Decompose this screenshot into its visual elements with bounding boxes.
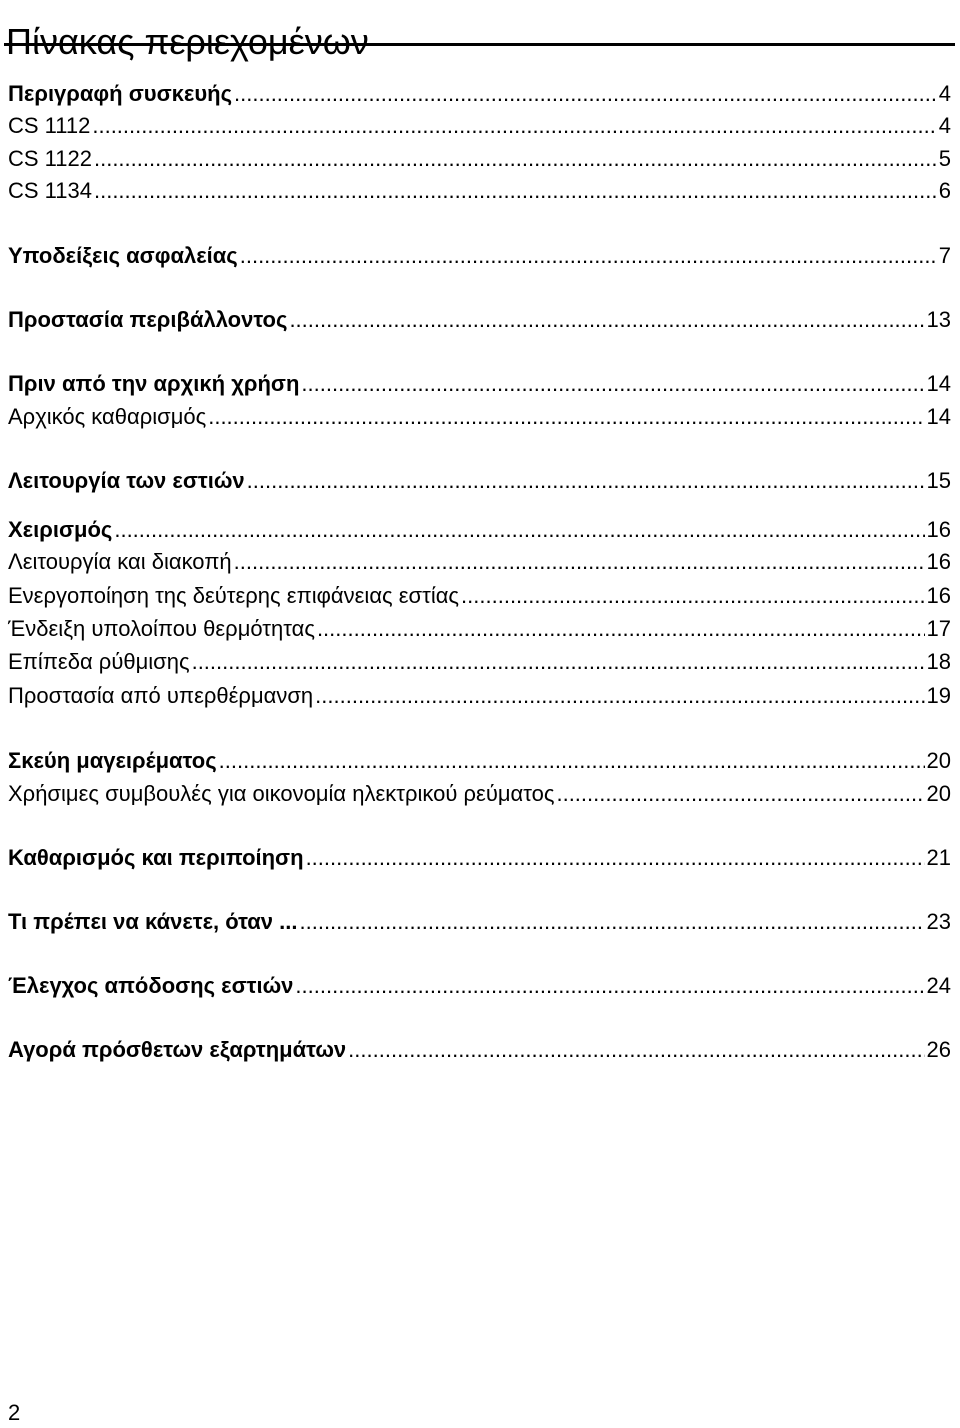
- toc-entry[interactable]: [8, 110, 951, 142]
- toc-dot-leader: [234, 78, 937, 110]
- toc-entry-label: Επίπεδα ρύθμισης: [8, 649, 190, 674]
- toc-dot-leader: [317, 613, 925, 645]
- toc-dot-leader: [240, 240, 937, 272]
- toc-entry-label: Αρχικός καθαρισμός: [8, 404, 207, 429]
- toc-entry-page: 14: [926, 404, 951, 429]
- toc-entry[interactable]: [8, 465, 951, 497]
- toc-entry-label: Προστασία από υπερθέρμανση: [8, 683, 314, 708]
- title-divider: [4, 43, 955, 46]
- toc-entry-page: 15: [926, 468, 951, 493]
- toc-dot-leader: [556, 778, 924, 810]
- toc-entry[interactable]: [8, 580, 951, 612]
- toc-dot-leader: [300, 906, 925, 938]
- toc-dot-leader: [461, 580, 924, 612]
- toc-entry-page: 20: [926, 748, 951, 773]
- toc-dot-leader: [295, 970, 924, 1002]
- toc-entry-page: 5: [938, 146, 951, 171]
- toc-entry-label: Πριν από την αρχική χρήση: [8, 371, 300, 396]
- toc-entry-label: Σκεύη μαγειρέματος: [8, 748, 217, 773]
- toc-entry[interactable]: [8, 745, 951, 777]
- toc-entry[interactable]: [8, 970, 951, 1002]
- toc-dot-leader: [301, 368, 924, 400]
- toc-entry[interactable]: [8, 546, 951, 578]
- toc-entry-label: Λειτουργία των εστιών: [8, 468, 245, 493]
- toc-dot-leader: [208, 401, 924, 433]
- toc-entry-label: Υποδείξεις ασφαλείας: [8, 243, 238, 268]
- toc-entry[interactable]: [8, 1034, 951, 1066]
- toc-entry-page: 23: [926, 909, 951, 934]
- toc-entry-label: CS 1112: [8, 113, 91, 138]
- toc-entry-label: Χειρισμός: [8, 517, 113, 542]
- toc-entry-page: 17: [926, 616, 951, 641]
- toc-entry[interactable]: [8, 175, 951, 207]
- toc-entry-label: Ενεργοποίηση της δεύτερης επιφάνειας εστίας: [8, 583, 460, 608]
- toc-entry-page: 20: [926, 781, 951, 806]
- toc-entry[interactable]: [8, 143, 951, 175]
- toc-entry-page: 18: [926, 649, 951, 674]
- toc-entry-page: 21: [926, 845, 951, 870]
- page-title: Πίνακας περιεχομένων: [6, 21, 369, 63]
- toc-dot-leader: [94, 143, 937, 175]
- toc-entry-page: 14: [926, 371, 951, 396]
- toc-entry-label: Προστασία περιβάλλοντος: [8, 307, 288, 332]
- toc-dot-leader: [92, 110, 936, 142]
- toc-entry-page: 7: [938, 243, 951, 268]
- toc-entry-page: 16: [926, 549, 951, 574]
- toc-entry[interactable]: [8, 78, 951, 110]
- toc-entry-page: 26: [926, 1037, 951, 1062]
- toc-dot-leader: [234, 546, 925, 578]
- toc-entry[interactable]: [8, 304, 951, 336]
- toc-entry-label: Τι πρέπει να κάνετε, όταν ...: [8, 909, 298, 934]
- toc-entry[interactable]: [8, 514, 951, 546]
- toc-entry-page: 4: [938, 113, 951, 138]
- toc-entry[interactable]: [8, 646, 951, 678]
- toc-entry-page: 19: [926, 683, 951, 708]
- toc-entry[interactable]: [8, 842, 951, 874]
- toc-entry-page: 16: [926, 517, 951, 542]
- toc-entry-page: 24: [926, 973, 951, 998]
- toc-entry-label: CS 1134: [8, 178, 92, 203]
- toc-entry-label: Ένδειξη υπολοίπου θερμότητας: [8, 616, 315, 641]
- toc-entry[interactable]: [8, 401, 951, 433]
- toc-entry-label: Χρήσιμες συμβουλές για οικονομία ηλεκτρικού ρεύματος: [8, 781, 555, 806]
- toc-dot-leader: [94, 175, 937, 207]
- toc-entry[interactable]: [8, 778, 951, 810]
- toc-dot-leader: [114, 514, 924, 546]
- toc-entry[interactable]: [8, 368, 951, 400]
- toc-entry-page: 6: [938, 178, 951, 203]
- page-number: 2: [8, 1400, 21, 1425]
- toc-dot-leader: [315, 680, 924, 712]
- toc-dot-leader: [289, 304, 924, 336]
- toc-entry[interactable]: [8, 240, 951, 272]
- toc-dot-leader: [192, 646, 925, 678]
- toc-entry-label: Περιγραφή συσκευής: [8, 81, 233, 106]
- toc-dot-leader: [219, 745, 925, 777]
- toc-dot-leader: [306, 842, 925, 874]
- toc-entry-page: 13: [926, 307, 951, 332]
- toc-entry[interactable]: [8, 613, 951, 645]
- toc-entry-label: Καθαρισμός και περιποίηση: [8, 845, 304, 870]
- toc-entry[interactable]: [8, 680, 951, 712]
- toc-entry-page: 16: [926, 583, 951, 608]
- toc-dot-leader: [247, 465, 925, 497]
- toc-entry-page: 4: [938, 81, 951, 106]
- toc-entry-label: Έλεγχος απόδοσης εστιών: [8, 973, 294, 998]
- toc-entry[interactable]: [8, 906, 951, 938]
- toc-entry-label: Λειτουργία και διακοπή: [8, 549, 232, 574]
- toc-dot-leader: [348, 1034, 924, 1066]
- toc-entry-label: CS 1122: [8, 146, 92, 171]
- toc-entry-label: Αγορά πρόσθετων εξαρτημάτων: [8, 1037, 347, 1062]
